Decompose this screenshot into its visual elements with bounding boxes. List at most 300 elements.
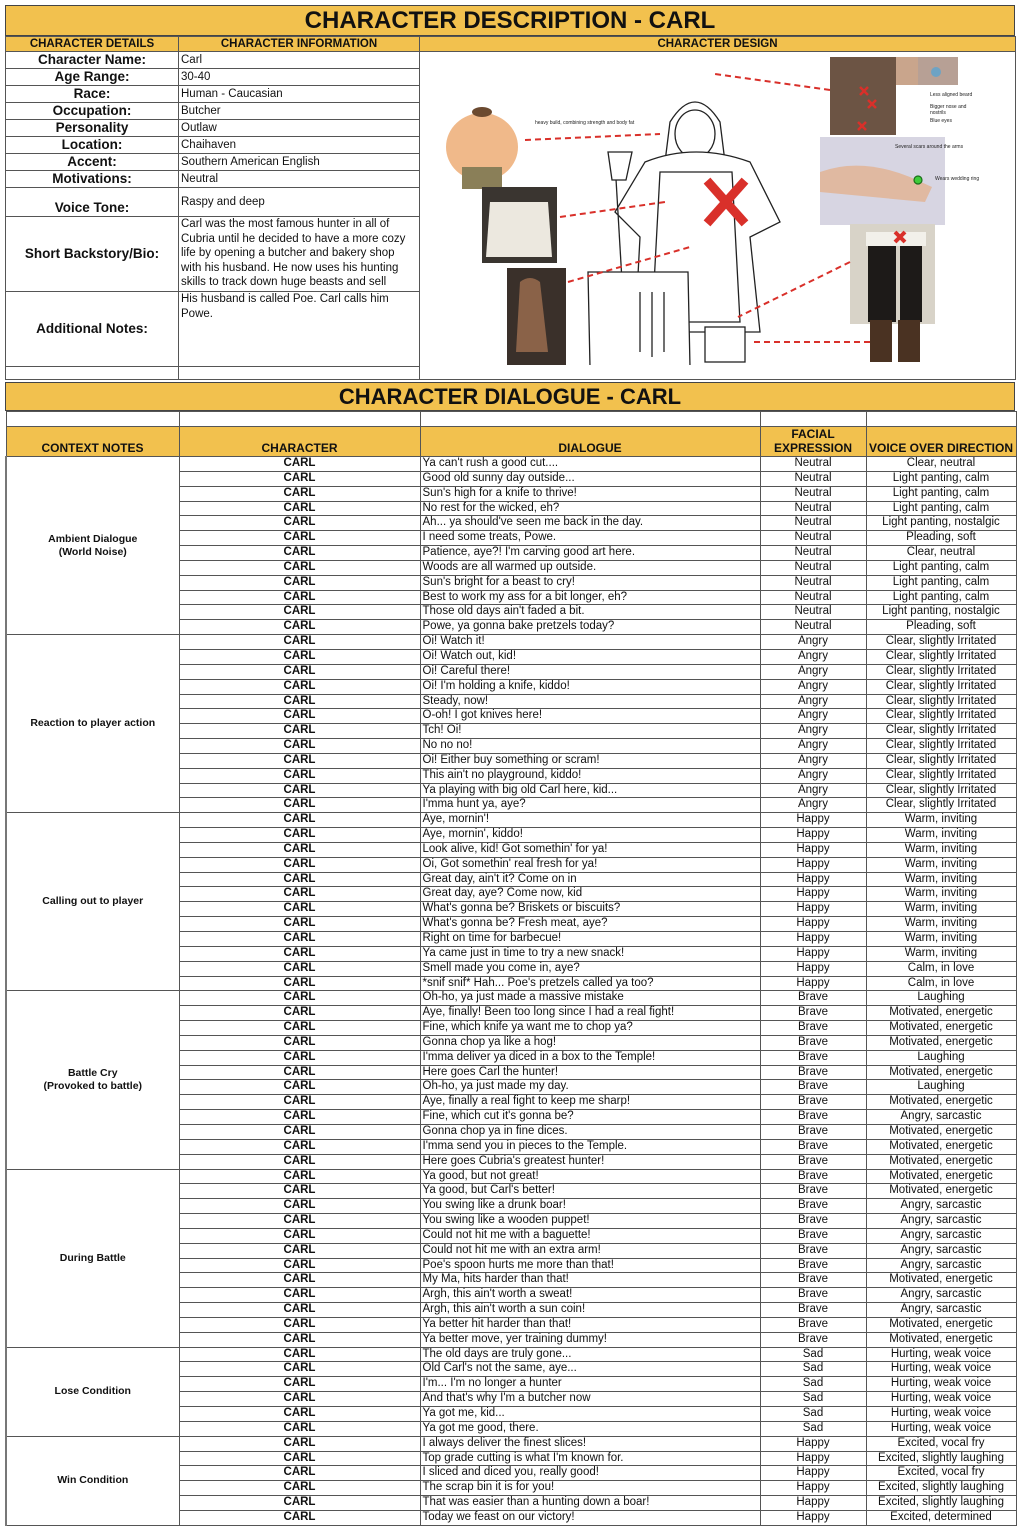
facial-expression: Happy xyxy=(760,946,866,961)
facial-expression: Angry xyxy=(760,768,866,783)
character-name: CARL xyxy=(179,932,420,947)
voice-direction: Angry, sarcastic xyxy=(866,1199,1016,1214)
character-name: CARL xyxy=(179,1288,420,1303)
context-note xyxy=(6,813,179,991)
character-name: CARL xyxy=(179,768,420,783)
character-name: CARL xyxy=(179,1421,420,1436)
design-illustration xyxy=(420,52,1016,365)
voice-direction: Clear, slightly Irritated xyxy=(866,798,1016,813)
dialogue-line: Fine, which knife ya want me to chop ya? xyxy=(420,1021,760,1036)
voice-direction: Calm, in love xyxy=(866,976,1016,991)
voice-direction: Angry, sarcastic xyxy=(866,1243,1016,1258)
dialogue-line: Aye, mornin'! xyxy=(420,813,760,828)
dialogue-row xyxy=(6,813,1016,828)
facial-expression: Angry xyxy=(760,798,866,813)
facial-expression: Happy xyxy=(760,1481,866,1496)
additional-notes-label: Additional Notes: xyxy=(6,292,179,367)
facial-expression: Angry xyxy=(760,635,866,650)
facial-expression: Neutral xyxy=(760,575,866,590)
voice-direction: Warm, inviting xyxy=(866,872,1016,887)
context-note xyxy=(6,991,179,1169)
voice-direction: Motivated, energetic xyxy=(866,1332,1016,1347)
dialogue-line: Tch! Oi! xyxy=(420,724,760,739)
character-name: CARL xyxy=(179,1095,420,1110)
character-name: CARL xyxy=(179,620,420,635)
dialogue-line: What's gonna be? Briskets or biscuits? xyxy=(420,902,760,917)
dialogue-line: The old days are truly gone... xyxy=(420,1347,760,1362)
character-name: CARL xyxy=(179,1303,420,1318)
dialogue-line: And that's why I'm a butcher now xyxy=(420,1392,760,1407)
character-name: CARL xyxy=(179,516,420,531)
facial-expression: Neutral xyxy=(760,546,866,561)
voice-direction: Warm, inviting xyxy=(866,932,1016,947)
detail-value: Outlaw xyxy=(179,120,420,137)
character-name: CARL xyxy=(179,857,420,872)
voice-direction: Clear, slightly Irritated xyxy=(866,649,1016,664)
voice-direction: Hurting, weak voice xyxy=(866,1362,1016,1377)
facial-expression: Neutral xyxy=(760,501,866,516)
dialogue-line: I'mma deliver ya diced in a box to the Temple! xyxy=(420,1050,760,1065)
dialogue-line: Right on time for barbecue! xyxy=(420,932,760,947)
dialogue-line: Aye, mornin', kiddo! xyxy=(420,828,760,843)
dialogue-table xyxy=(5,411,1017,1526)
context-note xyxy=(6,1169,179,1347)
character-name: CARL xyxy=(179,739,420,754)
arrow-face xyxy=(715,74,830,90)
character-name: CARL xyxy=(179,1496,420,1511)
dialogue-line: Woods are all warmed up outside. xyxy=(420,560,760,575)
character-name: CARL xyxy=(179,546,420,561)
voice-direction: Clear, slightly Irritated xyxy=(866,768,1016,783)
voice-direction: Excited, slightly laughing xyxy=(866,1451,1016,1466)
voice-direction: Motivated, energetic xyxy=(866,1035,1016,1050)
character-sheet xyxy=(5,5,1015,1526)
detail-label: Motivations: xyxy=(6,171,179,188)
voice-direction: Warm, inviting xyxy=(866,813,1016,828)
character-name: CARL xyxy=(179,1228,420,1243)
dialogue-line: That was easier than a hunting down a boar! xyxy=(420,1496,760,1511)
voice-direction: Hurting, weak voice xyxy=(866,1377,1016,1392)
facial-expression: Brave xyxy=(760,1288,866,1303)
character-name: CARL xyxy=(179,1080,420,1095)
detail-label: Character Name: xyxy=(6,52,179,69)
facial-expression: Brave xyxy=(760,1199,866,1214)
dialogue-line: Oi! Either buy something or scram! xyxy=(420,753,760,768)
character-name: CARL xyxy=(179,1065,420,1080)
dialogue-title: CHARACTER DIALOGUE - CARL xyxy=(5,382,1015,411)
facial-expression: Angry xyxy=(760,709,866,724)
detail-label: Occupation: xyxy=(6,103,179,120)
dialogue-line: I'm... I'm no longer a hunter xyxy=(420,1377,760,1392)
note-build: heavy build, combining strength and body fat xyxy=(535,120,635,126)
dialogue-line: I'mma hunt ya, aye? xyxy=(420,798,760,813)
facial-expression: Happy xyxy=(760,872,866,887)
dialogue-line: Patience, aye?! I'm carving good art here. xyxy=(420,546,760,561)
shirt-reference-image xyxy=(482,187,557,263)
character-name: CARL xyxy=(179,575,420,590)
design-collage xyxy=(420,52,1016,365)
voice-direction: Warm, inviting xyxy=(866,902,1016,917)
character-name: CARL xyxy=(179,828,420,843)
dialogue-line: Fine, which cut it's gonna be? xyxy=(420,1110,760,1125)
voice-direction: Hurting, weak voice xyxy=(866,1347,1016,1362)
facial-expression: Happy xyxy=(760,857,866,872)
dialogue-line: Poe's spoon hurts me more than that! xyxy=(420,1258,760,1273)
character-name: CARL xyxy=(179,1050,420,1065)
voice-direction: Clear, slightly Irritated xyxy=(866,753,1016,768)
character-name: CARL xyxy=(179,991,420,1006)
facial-expression: Angry xyxy=(760,724,866,739)
dialogue-line: Today we feast on our victory! xyxy=(420,1510,760,1525)
detail-label: Accent: xyxy=(6,154,179,171)
voice-direction: Motivated, energetic xyxy=(866,1139,1016,1154)
additional-notes-value: His husband is called Poe. Carl calls him Powe. xyxy=(179,292,420,367)
dialogue-line: No no no! xyxy=(420,739,760,754)
voice-direction: Clear, slightly Irritated xyxy=(866,709,1016,724)
character-name: CARL xyxy=(179,946,420,961)
dialogue-line: Top grade cutting is what I'm known for. xyxy=(420,1451,760,1466)
voice-direction: Angry, sarcastic xyxy=(866,1228,1016,1243)
facial-expression: Brave xyxy=(760,1332,866,1347)
facial-expression: Happy xyxy=(760,976,866,991)
voice-direction: Excited, vocal fry xyxy=(866,1436,1016,1451)
dialogue-line: Ya got me, kid... xyxy=(420,1407,760,1422)
voice-direction: Motivated, energetic xyxy=(866,1124,1016,1139)
dialogue-line: Old Carl's not the same, aye... xyxy=(420,1362,760,1377)
facial-expression: Sad xyxy=(760,1377,866,1392)
character-name: CARL xyxy=(179,1273,420,1288)
voice-direction: Motivated, energetic xyxy=(866,1317,1016,1332)
facial-expression: Angry xyxy=(760,694,866,709)
facial-expression: Angry xyxy=(760,753,866,768)
detail-label: Race: xyxy=(6,86,179,103)
dialogue-line: Ah... ya should've seen me back in the day. xyxy=(420,516,760,531)
apron-reference-image xyxy=(507,268,566,365)
dialogue-line: Aye, finally! Been too long since I had a real fight! xyxy=(420,1006,760,1021)
character-name: CARL xyxy=(179,753,420,768)
facial-expression: Sad xyxy=(760,1407,866,1422)
context-note xyxy=(6,457,179,635)
voice-direction: Warm, inviting xyxy=(866,917,1016,932)
detail-label: Age Range: xyxy=(6,69,179,86)
character-name: CARL xyxy=(179,887,420,902)
voice-direction: Excited, slightly laughing xyxy=(866,1496,1016,1511)
blank-cell xyxy=(179,367,420,380)
detail-value: 30-40 xyxy=(179,69,420,86)
dialogue-line: Powe, ya gonna bake pretzels today? xyxy=(420,620,760,635)
voice-direction: Motivated, energetic xyxy=(866,1273,1016,1288)
dialogue-line: Ya better move, yer training dummy! xyxy=(420,1332,760,1347)
facial-expression: Happy xyxy=(760,1510,866,1525)
dialogue-line: Oi! Watch it! xyxy=(420,635,760,650)
character-name: CARL xyxy=(179,1214,420,1229)
dialogue-row xyxy=(6,1436,1016,1451)
facial-expression: Neutral xyxy=(760,486,866,501)
voice-direction: Angry, sarcastic xyxy=(866,1288,1016,1303)
dialogue-line: Good old sunny day outside... xyxy=(420,471,760,486)
voice-direction: Motivated, energetic xyxy=(866,1095,1016,1110)
facial-expression: Brave xyxy=(760,1228,866,1243)
facial-expression: Sad xyxy=(760,1347,866,1362)
facial-expression: Neutral xyxy=(760,531,866,546)
dialogue-line: I'mma send you in pieces to the Temple. xyxy=(420,1139,760,1154)
dialogue-line: I always deliver the finest slices! xyxy=(420,1436,760,1451)
dialogue-line: Oh-ho, ya just made a massive mistake xyxy=(420,991,760,1006)
character-name: CARL xyxy=(179,1199,420,1214)
character-name: CARL xyxy=(179,1139,420,1154)
detail-value: Southern American English xyxy=(179,154,420,171)
facial-expression: Brave xyxy=(760,1169,866,1184)
cutting-board-line-art xyxy=(588,272,690,365)
character-name: CARL xyxy=(179,902,420,917)
backstory-value: Carl was the most famous hunter in all of Cubria until he decided to have a more cozy life by opening a butcher and bakery shop with his husband. He now uses his hunting skills to track down huge beasts and sell xyxy=(179,217,420,292)
header-character-information: CHARACTER INFORMATION xyxy=(179,37,420,52)
dialogue-line: Ya can't rush a good cut.... xyxy=(420,457,760,472)
facial-expression: Happy xyxy=(760,961,866,976)
character-name: CARL xyxy=(179,486,420,501)
dialogue-line: Aye, finally a real fight to keep me sharp! xyxy=(420,1095,760,1110)
detail-value: Neutral xyxy=(179,171,420,188)
facial-expression: Brave xyxy=(760,1124,866,1139)
detail-value: Human - Caucasian xyxy=(179,86,420,103)
voice-direction: Light panting, calm xyxy=(866,486,1016,501)
context-note-label: Calling out to player xyxy=(42,895,144,908)
voice-direction: Hurting, weak voice xyxy=(866,1421,1016,1436)
voice-direction: Excited, vocal fry xyxy=(866,1466,1016,1481)
description-title: CHARACTER DESCRIPTION - CARL xyxy=(5,5,1015,36)
blank-cell xyxy=(6,412,179,427)
voice-direction: Clear, slightly Irritated xyxy=(866,783,1016,798)
facial-expression: Angry xyxy=(760,679,866,694)
voice-direction: Warm, inviting xyxy=(866,946,1016,961)
voice-direction: Motivated, energetic xyxy=(866,1065,1016,1080)
context-note xyxy=(6,1347,179,1436)
col-context-notes: CONTEXT NOTES xyxy=(6,427,179,457)
facial-expression: Brave xyxy=(760,1273,866,1288)
dialogue-line: Ya good, but not great! xyxy=(420,1169,760,1184)
voice-direction: Laughing xyxy=(866,991,1016,1006)
voice-direction: Pleading, soft xyxy=(866,620,1016,635)
voice-direction: Clear, neutral xyxy=(866,546,1016,561)
col-dialogue: DIALOGUE xyxy=(420,427,760,457)
voice-direction: Light panting, calm xyxy=(866,471,1016,486)
voice-direction: Motivated, energetic xyxy=(866,1021,1016,1036)
context-note-label: During Battle xyxy=(59,1251,126,1264)
character-name: CARL xyxy=(179,1124,420,1139)
dialogue-line: I need some treats, Powe. xyxy=(420,531,760,546)
facial-expression: Sad xyxy=(760,1392,866,1407)
character-name: CARL xyxy=(179,649,420,664)
dialogue-line: Oi! I'm holding a knife, kiddo! xyxy=(420,679,760,694)
dialogue-line: Best to work my ass for a bit longer, eh? xyxy=(420,590,760,605)
context-note xyxy=(6,1436,179,1525)
facial-expression: Brave xyxy=(760,1139,866,1154)
character-name: CARL xyxy=(179,471,420,486)
facial-expression: Brave xyxy=(760,1006,866,1021)
facial-expression: Sad xyxy=(760,1362,866,1377)
voice-direction: Clear, slightly Irritated xyxy=(866,694,1016,709)
voice-direction: Clear, slightly Irritated xyxy=(866,724,1016,739)
facial-expression: Brave xyxy=(760,1154,866,1169)
character-name: CARL xyxy=(179,724,420,739)
detail-value: Carl xyxy=(179,52,420,69)
character-name: CARL xyxy=(179,917,420,932)
dialogue-line: *snif snif* Hah... Poe's pretzels called ya too? xyxy=(420,976,760,991)
character-name: CARL xyxy=(179,1110,420,1125)
blank-cell xyxy=(420,412,760,427)
dialogue-line: Ya came just in time to try a new snack! xyxy=(420,946,760,961)
character-name: CARL xyxy=(179,457,420,472)
voice-direction: Clear, slightly Irritated xyxy=(866,739,1016,754)
dialogue-line: Could not hit me with an extra arm! xyxy=(420,1243,760,1258)
dialogue-line: Look alive, kid! Got somethin' for ya! xyxy=(420,842,760,857)
voice-direction: Motivated, energetic xyxy=(866,1006,1016,1021)
voice-direction: Angry, sarcastic xyxy=(866,1214,1016,1229)
context-note-label: Win Condition xyxy=(57,1474,129,1487)
character-name: CARL xyxy=(179,1436,420,1451)
dialogue-row xyxy=(6,991,1016,1006)
voice-direction: Clear, slightly Irritated xyxy=(866,664,1016,679)
facial-expression: Angry xyxy=(760,739,866,754)
dialogue-line: Ya got me good, there. xyxy=(420,1421,760,1436)
voice-direction: Clear, slightly Irritated xyxy=(866,635,1016,650)
voice-direction: Motivated, energetic xyxy=(866,1169,1016,1184)
dialogue-line: O-oh! I got knives here! xyxy=(420,709,760,724)
facial-expression: Happy xyxy=(760,828,866,843)
voice-tone-label: Voice Tone: xyxy=(6,188,179,217)
voice-direction: Light panting, nostalgic xyxy=(866,605,1016,620)
dialogue-row xyxy=(6,635,1016,650)
facial-expression: Happy xyxy=(760,932,866,947)
facial-expression: Brave xyxy=(760,1317,866,1332)
dialogue-line: Sun's high for a knife to thrive! xyxy=(420,486,760,501)
character-name: CARL xyxy=(179,590,420,605)
detail-row xyxy=(6,52,1016,69)
dialogue-line: The scrap bin it is for you! xyxy=(420,1481,760,1496)
header-character-design: CHARACTER DESIGN xyxy=(420,37,1016,52)
context-note-label: Ambient Dialogue (World Noise) xyxy=(48,532,138,558)
note-nose: Bigger nose and nostrils xyxy=(930,104,967,116)
dialogue-line: My Ma, hits harder than that! xyxy=(420,1273,760,1288)
blank-cell xyxy=(866,412,1016,427)
facial-expression: Brave xyxy=(760,1110,866,1125)
facial-expression: Brave xyxy=(760,1050,866,1065)
facial-expression: Angry xyxy=(760,783,866,798)
dialogue-line: Oi! Careful there! xyxy=(420,664,760,679)
voice-direction: Angry, sarcastic xyxy=(866,1303,1016,1318)
voice-direction: Excited, slightly laughing xyxy=(866,1481,1016,1496)
dialogue-line: Great day, ain't it? Come on in xyxy=(420,872,760,887)
dialogue-row xyxy=(6,457,1016,472)
character-name: CARL xyxy=(179,1154,420,1169)
facial-expression: Brave xyxy=(760,1035,866,1050)
dialogue-line: Oi! Watch out, kid! xyxy=(420,649,760,664)
header-character-details: CHARACTER DETAILS xyxy=(6,37,179,52)
dialogue-line: Sun's bright for a beast to cry! xyxy=(420,575,760,590)
facial-expression: Brave xyxy=(760,1258,866,1273)
dialogue-line: Gonna chop ya in fine dices. xyxy=(420,1124,760,1139)
dialogue-line: Argh, this ain't worth a sweat! xyxy=(420,1288,760,1303)
voice-direction: Angry, sarcastic xyxy=(866,1258,1016,1273)
character-name: CARL xyxy=(179,1169,420,1184)
facial-expression: Neutral xyxy=(760,590,866,605)
voice-direction: Warm, inviting xyxy=(866,828,1016,843)
dialogue-line: Ya playing with big old Carl here, kid... xyxy=(420,783,760,798)
character-name: CARL xyxy=(179,531,420,546)
facial-expression: Angry xyxy=(760,664,866,679)
character-name: CARL xyxy=(179,1021,420,1036)
facial-expression: Brave xyxy=(760,991,866,1006)
col-voice-over-direction: VOICE OVER DIRECTION xyxy=(866,427,1016,457)
dialogue-line: Could not hit me with a baguette! xyxy=(420,1228,760,1243)
facial-expression: Neutral xyxy=(760,516,866,531)
character-name: CARL xyxy=(179,842,420,857)
context-note-label: Reaction to player action xyxy=(30,717,156,730)
character-name: CARL xyxy=(179,635,420,650)
dialogue-line: Great day, aye? Come now, kid xyxy=(420,887,760,902)
facial-expression: Brave xyxy=(760,1303,866,1318)
dialogue-line: Oi, Got somethin' real fresh for ya! xyxy=(420,857,760,872)
character-name: CARL xyxy=(179,1332,420,1347)
character-name: CARL xyxy=(179,798,420,813)
voice-direction: Laughing xyxy=(866,1080,1016,1095)
dialogue-line: Ya better hit harder than that! xyxy=(420,1317,760,1332)
character-name: CARL xyxy=(179,1362,420,1377)
arrow-body xyxy=(525,134,660,140)
voice-direction: Warm, inviting xyxy=(866,887,1016,902)
dialogue-line: Argh, this ain't worth a sun coin! xyxy=(420,1303,760,1318)
character-name: CARL xyxy=(179,1258,420,1273)
character-name: CARL xyxy=(179,1347,420,1362)
character-name: CARL xyxy=(179,1392,420,1407)
character-name: CARL xyxy=(179,679,420,694)
note-ring: Wears wedding ring xyxy=(935,176,980,182)
dialogue-line: What's gonna be? Fresh meat, aye? xyxy=(420,917,760,932)
col-facial-expression-label: FACIAL EXPRESSION xyxy=(773,427,853,455)
facial-expression: Neutral xyxy=(760,620,866,635)
character-name: CARL xyxy=(179,1035,420,1050)
facial-expression: Neutral xyxy=(760,605,866,620)
voice-direction: Pleading, soft xyxy=(866,531,1016,546)
col-character: CHARACTER xyxy=(179,427,420,457)
voice-direction: Motivated, energetic xyxy=(866,1154,1016,1169)
facial-expression: Happy xyxy=(760,887,866,902)
facial-expression: Neutral xyxy=(760,560,866,575)
facial-expression: Happy xyxy=(760,813,866,828)
voice-direction: Motivated, energetic xyxy=(866,1184,1016,1199)
description-table xyxy=(5,36,1016,380)
voice-direction: Warm, inviting xyxy=(866,857,1016,872)
dialogue-line: I sliced and diced you, really good! xyxy=(420,1466,760,1481)
dialogue-row xyxy=(6,1169,1016,1184)
arm-reference-image xyxy=(820,137,945,225)
detail-value: Butcher xyxy=(179,103,420,120)
facial-expression: Brave xyxy=(760,1184,866,1199)
dialogue-line: No rest for the wicked, eh? xyxy=(420,501,760,516)
facial-expression: Brave xyxy=(760,1065,866,1080)
character-name: CARL xyxy=(179,501,420,516)
col-facial-expression xyxy=(760,427,866,457)
character-name: CARL xyxy=(179,813,420,828)
legs-reference-image xyxy=(850,224,935,362)
facial-expression: Happy xyxy=(760,842,866,857)
character-name: CARL xyxy=(179,709,420,724)
character-design-board xyxy=(420,52,1016,380)
dialogue-line: You swing like a drunk boar! xyxy=(420,1199,760,1214)
dialogue-line: Gonna chop ya like a hog! xyxy=(420,1035,760,1050)
facial-expression: Neutral xyxy=(760,471,866,486)
note-beard: Less aligned beard xyxy=(930,92,973,98)
